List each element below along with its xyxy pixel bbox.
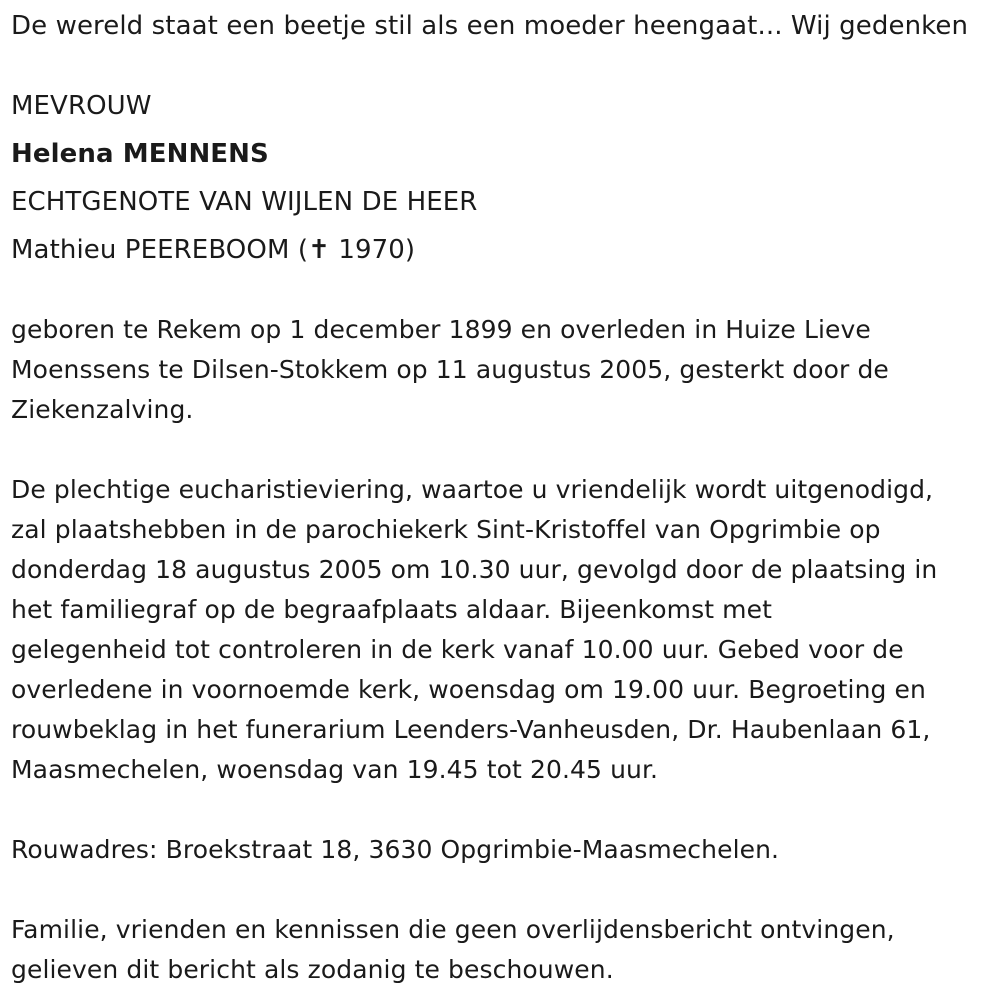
address-line: Rouwadres: Broekstraat 18, 3630 Opgrimbie-Maasmechelen. [11,835,780,864]
closing-paragraph [11,910,991,990]
service-line: donderdag 18 augustus 2005 om 10.30 uur, gevolgd door de plaatsing in [11,555,938,584]
closing-line: Familie, vrienden en kennissen die geen overlijdensbericht ontvingen, [11,915,895,944]
service-paragraph [11,470,991,790]
birth-death-line: Ziekenzalving. [11,395,194,424]
deceased-name: Helena MENNENS [11,139,269,169]
service-line: gelegenheid tot controleren in de kerk vanaf 10.00 uur. Gebed voor de [11,635,904,664]
service-line: zal plaatshebben in de parochiekerk Sint-Kristoffel van Opgrimbie op [11,515,881,544]
relation-text: ECHTGENOTE VAN WIJLEN DE HEER [11,187,478,217]
service-line: rouwbeklag in het funerarium Leenders-Vanheusden, Dr. Haubenlaan 61, [11,715,931,744]
intro-text: De wereld staat een beetje stil als een moeder heengaat... Wij gedenken [11,11,969,41]
service-line: Maasmechelen, woensdag van 19.45 tot 20.45 uur. [11,755,659,784]
birth-death-paragraph [11,310,991,430]
service-line: overledene in voornoemde kerk, woensdag om 19.00 uur. Begroeting en [11,675,926,704]
service-line: het familiegraf op de begraafplaats aldaar. Bijeenkomst met [11,595,773,624]
birth-death-line: Moenssens te Dilsen-Stokkem op 11 augustus 2005, gesterkt door de [11,355,889,384]
title-prefix: MEVROUW [11,91,152,121]
address-paragraph [11,830,991,870]
spouse-text: Mathieu PEEREBOOM (✝ 1970) [11,235,416,265]
birth-death-line: geboren te Rekem op 1 december 1899 en overleden in Huize Lieve [11,315,871,344]
closing-line: gelieven dit bericht als zodanig te beschouwen. [11,955,614,984]
service-line: De plechtige eucharistieviering, waartoe u vriendelijk wordt uitgenodigd, [11,475,934,504]
